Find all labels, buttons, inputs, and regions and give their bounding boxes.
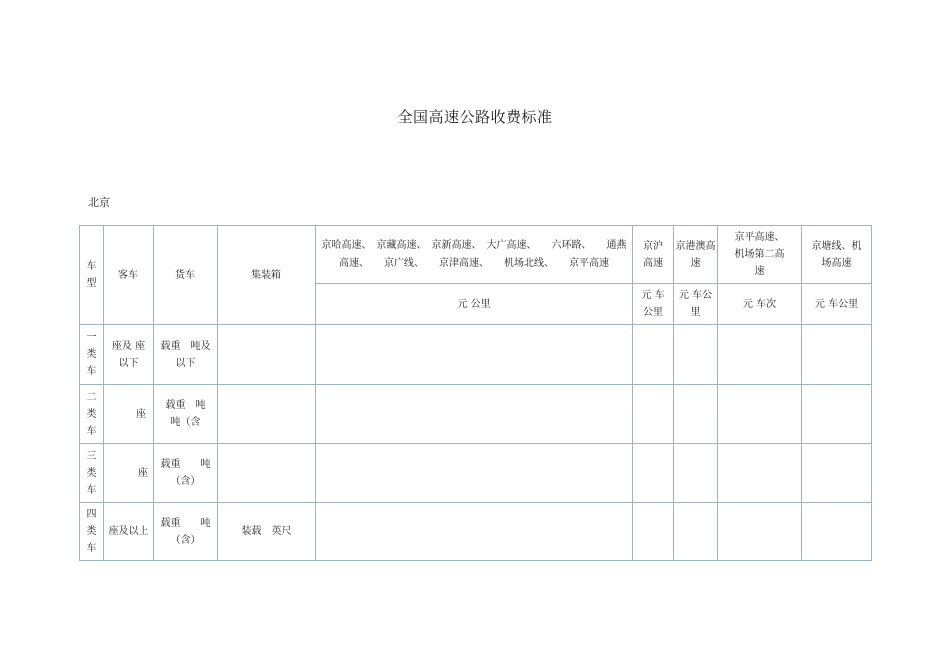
- header-jingping-unit: 元 车次: [742, 298, 777, 310]
- row1-truck: 载重 吨及以下: [160, 340, 211, 369]
- header-jingtang-unit: 元 车公里: [814, 298, 859, 310]
- row4-type: 四类车: [86, 509, 97, 554]
- header-bus: 客车: [118, 269, 138, 281]
- header-jingtang: 京塘线、机场高速: [811, 240, 862, 269]
- row3-truck: 载重 吨（含）: [160, 459, 211, 487]
- row1-type: 一类车: [86, 332, 97, 377]
- header-jinghu-unit: 元 车 公里: [641, 290, 665, 318]
- row3-type: 三类车: [86, 450, 97, 496]
- row2-truck: 载重 吨 吨（含: [165, 400, 216, 428]
- toll-table: [79, 225, 872, 561]
- header-gangao: 京港澳高速: [675, 240, 716, 269]
- row3-container: [218, 444, 315, 502]
- header-container: 集装箱: [251, 269, 281, 281]
- header-gangao-unit: 元 车公里: [678, 290, 713, 318]
- header-jinghu: 京沪高速: [643, 240, 663, 269]
- row2-bus: 座: [136, 408, 146, 420]
- row1-bus: 座及 座以下: [111, 340, 146, 369]
- header-jingping: 京平高速、机场第二高速: [734, 232, 785, 277]
- header-truck: 货车: [175, 269, 195, 281]
- header-group1-unit: 元 公里: [457, 298, 491, 310]
- row4-container: 装载 英尺: [241, 526, 292, 537]
- row4-bus: 座及以上: [108, 526, 149, 537]
- header-car-type: 车型: [86, 261, 97, 289]
- row2-container: [218, 385, 315, 443]
- row4-truck: 载重 吨（含）: [160, 517, 211, 546]
- row2-type: 二类车: [86, 391, 97, 437]
- page-title: 全国高速公路收费标准: [397, 108, 553, 126]
- region-label: 北京: [88, 196, 110, 209]
- row3-bus: 座: [138, 467, 148, 479]
- header-group1-roads: 京哈高速、 京藏高速、 京新高速、 大广高速、 六环路、 通燕高速、 京广线、 京津高速、 机场北线、 京平高速: [321, 239, 627, 269]
- row1-container: [218, 325, 315, 384]
